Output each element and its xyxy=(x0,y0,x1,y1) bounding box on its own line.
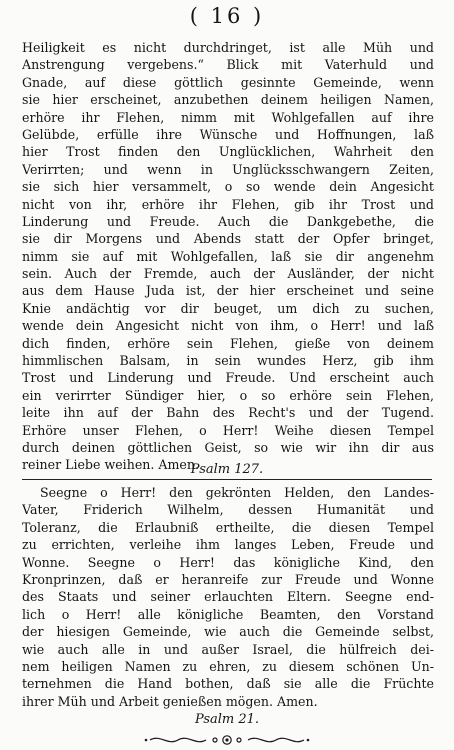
ornament-divider xyxy=(0,733,454,747)
section-divider xyxy=(22,479,432,480)
text-line: Erhöre unser Flehen, o Herr! Weihe diesen Tempel xyxy=(22,422,434,438)
text-line: erhöre ihr Flehen, nimm mit Wohlgefallen auf ihre xyxy=(22,109,434,125)
text-line: ein verirrter Sündiger hier, o so erhöre sein Flehen, xyxy=(22,387,434,403)
text-line: Linderung und Freude. Auch die Dankgebethe, die xyxy=(22,213,434,229)
text-line: Gnade, auf diese göttlich gesinnte Gemeinde, wenn xyxy=(22,74,434,90)
text-line: sie hier erscheinet, anzubethen deinem heiligen Namen, xyxy=(22,92,434,108)
text-line: aus dem Hause Juda ist, der hier erscheinet und seine xyxy=(22,283,434,299)
text-line: sein. Auch der Fremde, auch der Ausländer, der nicht xyxy=(22,266,434,282)
text-line: nimm sie auf mit Wohlgefallen, laß sie dir angenehm xyxy=(22,248,434,264)
text-line: Verirrten; und wenn in Unglücksschwangern Zeiten, xyxy=(22,161,434,177)
text-line: Heiligkeit es nicht durchdringet, ist alle Müh und xyxy=(22,40,434,55)
text-line: leite ihn auf der Bahn des Recht's und der Tugend. xyxy=(22,405,434,421)
text-line: Wonne. Seegne o Herr! das königliche Kind, den xyxy=(22,554,434,570)
paragraph-blessing xyxy=(22,484,434,710)
text-line: reiner Liebe weihen. Amen. xyxy=(22,457,199,473)
text-line: nem heiligen Namen zu ehren, zu diesem schönen Un- xyxy=(22,658,434,674)
page-number: ( 16 ) xyxy=(189,4,265,28)
text-line: himmlischen Balsam, in sein wundes Herz, gib ihm xyxy=(22,353,434,369)
text-line: wende dein Angesicht nicht von ihm, o Herr! und laß xyxy=(22,318,434,334)
text-line: dich finden, erhöre sein Flehen, gieße von deinem xyxy=(22,335,434,351)
psalm-heading: Psalm 21. xyxy=(194,712,260,727)
text-line: Toleranz, die Erlaubniß ertheilte, die diesen Tempel xyxy=(22,519,434,535)
text-line: Trost und Linderung und Freude. Und erscheint auch xyxy=(22,370,434,386)
text-line: der hiesigen Gemeinde, wie auch die Gemeinde selbst, xyxy=(22,624,434,640)
paragraph-prayer xyxy=(22,39,434,474)
text-line: Knie andächtig vor dir beuget, um dich zu suchen, xyxy=(22,300,434,316)
text-line: zu errichten, verleihe ihm langes Leben, Freude und xyxy=(22,537,434,553)
text-line: Anstrengung vergebens.“ Blick mit Vaterhuld und xyxy=(22,57,434,73)
text-line: Kronprinzen, daß er heranreife zur Freude und Wonne xyxy=(22,571,434,587)
text-line: wie auch alle in und außer Israel, die hülfreich dei- xyxy=(22,641,434,657)
text-line: sie dir Morgens und Abends statt der Opfer bringet, xyxy=(22,231,434,247)
psalm-heading: Psalm 127. xyxy=(190,462,264,477)
text-line: Gelübde, erfülle ihre Wünsche und Hoffnungen, laß xyxy=(22,126,434,142)
text-line: ternehmen die Hand bothen, daß sie alle die Früchte xyxy=(22,676,434,692)
text-line: lich o Herr! alle königliche Beamten, den Vorstand xyxy=(22,606,434,622)
text-line: nicht von ihr, erhöre ihr Flehen, gib ihr Trost und xyxy=(22,196,434,212)
text-line: hier Trost finden den Unglücklichen, Wahrheit den xyxy=(22,144,434,160)
text-line: ihrer Müh und Arbeit genießen mögen. Amen. xyxy=(22,693,318,709)
text-line: sie sich hier versammelt, o so wende dein Angesicht xyxy=(22,179,434,195)
text-line: Vater, Friderich Wilhelm, dessen Humanität und xyxy=(22,502,434,518)
text-line: durch deinen göttlichen Geist, so wie wir ihn dir aus xyxy=(22,439,434,455)
text-line: Seegne o Herr! den gekrönten Helden, den Landes- xyxy=(40,485,434,500)
text-line: des Staats und seiner erlauchten Eltern. Seegne end- xyxy=(22,589,434,605)
